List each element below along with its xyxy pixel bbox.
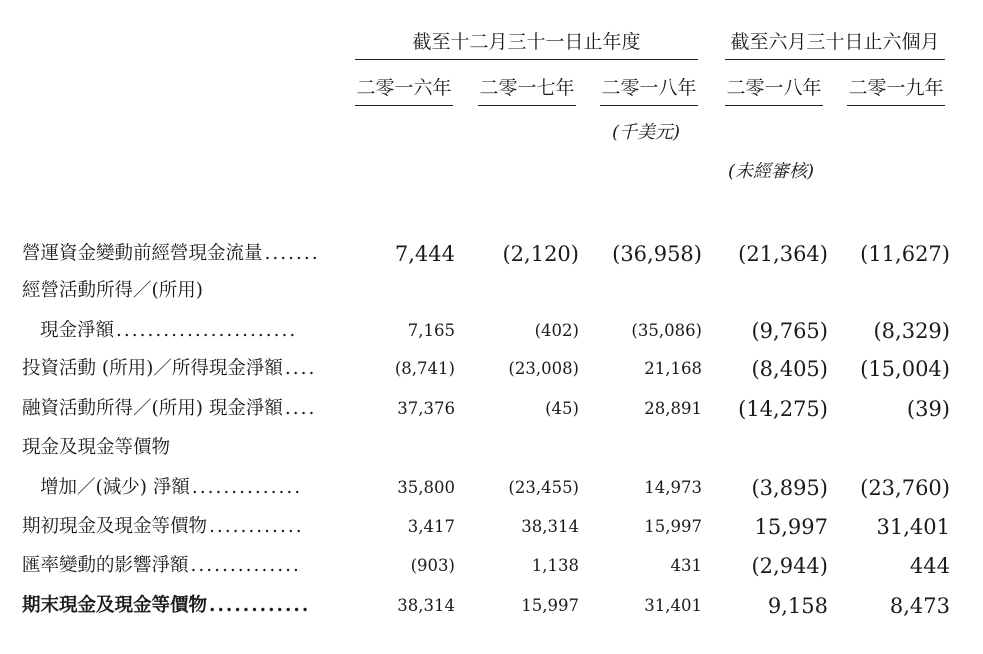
row-label: 營運資金變動前經營現金流量 ....... <box>22 243 320 264</box>
value-2018: 28,891 <box>644 399 702 418</box>
value-2019-h1: (8,329) <box>873 319 950 343</box>
six-month-period-header: 截至六月三十日止六個月 <box>725 30 945 60</box>
table-row <box>0 235 983 273</box>
value-2017: 1,138 <box>531 556 579 575</box>
value-2016: 7,444 <box>394 242 455 266</box>
row-label: 投資活動 (所用)／所得現金淨額 .... <box>22 358 317 379</box>
value-2019-h1: (39) <box>906 397 950 421</box>
value-2017: (23,008) <box>508 359 579 378</box>
value-2016: 38,314 <box>397 596 455 615</box>
unit-note: (千美元) <box>612 122 681 143</box>
value-2019-h1: (23,760) <box>860 476 950 500</box>
value-2019-h1: (11,627) <box>860 242 950 266</box>
row-label: 增加／(減少) 淨額 .............. <box>40 477 303 498</box>
column-header-2019-h1: 二零一九年 <box>847 76 945 106</box>
value-2019-h1: 444 <box>909 554 950 578</box>
value-2018: 31,401 <box>644 596 702 615</box>
value-2018-h1: (9,765) <box>751 319 828 343</box>
value-2019-h1: 8,473 <box>889 594 950 618</box>
value-2019-h1: 31,401 <box>876 515 950 539</box>
value-2016: (8,741) <box>394 359 455 378</box>
table-row <box>0 429 983 467</box>
value-2018: (35,086) <box>631 321 702 340</box>
value-2019-h1: (15,004) <box>860 357 950 381</box>
value-2018-h1: (14,275) <box>738 397 828 421</box>
value-2016: 3,417 <box>407 517 455 536</box>
table-row <box>0 350 983 388</box>
value-2018: 14,973 <box>644 478 702 497</box>
value-2018: (36,958) <box>612 242 702 266</box>
value-2017: (402) <box>534 321 579 340</box>
row-label: 融資活動所得／(所用) 現金淨額 .... <box>22 398 317 419</box>
row-label: 現金淨額 ....................... <box>40 320 298 341</box>
table-row <box>0 390 983 428</box>
unaudited-note: (未經審核) <box>728 161 815 182</box>
row-label: 期初現金及現金等價物 ............ <box>22 516 304 537</box>
row-label: 現金及現金等價物 <box>22 437 171 458</box>
value-2018: 431 <box>670 556 702 575</box>
table-row <box>0 587 983 625</box>
value-2017: 38,314 <box>521 517 579 536</box>
value-2016: 35,800 <box>397 478 455 497</box>
table-row <box>0 312 983 350</box>
value-2018-h1: (2,944) <box>751 554 828 578</box>
value-2016: (903) <box>410 556 455 575</box>
value-2018-h1: (3,895) <box>751 476 828 500</box>
value-2017: 15,997 <box>521 596 579 615</box>
column-header-2018-h1: 二零一八年 <box>725 76 823 106</box>
annual-period-header: 截至十二月三十一日止年度 <box>355 30 698 60</box>
row-label: 匯率變動的影響淨額 .............. <box>22 555 301 576</box>
value-2017: (45) <box>545 399 579 418</box>
value-2018: 21,168 <box>644 359 702 378</box>
table-row <box>0 547 983 585</box>
row-label: 經營活動所得／(所用) <box>22 280 203 301</box>
table-row <box>0 508 983 546</box>
value-2018-h1: (21,364) <box>738 242 828 266</box>
value-2017: (2,120) <box>502 242 579 266</box>
column-header-2017: 二零一七年 <box>478 76 576 106</box>
value-2018-h1: 9,158 <box>767 594 828 618</box>
value-2016: 7,165 <box>407 321 455 340</box>
column-header-2016: 二零一六年 <box>355 76 453 106</box>
value-2016: 37,376 <box>397 399 455 418</box>
row-label: 期末現金及現金等價物 ............ <box>22 595 311 616</box>
table-row <box>0 469 983 507</box>
column-header-2018: 二零一八年 <box>600 76 698 106</box>
table-row <box>0 272 983 310</box>
value-2018: 15,997 <box>644 517 702 536</box>
value-2017: (23,455) <box>508 478 579 497</box>
value-2018-h1: 15,997 <box>754 515 828 539</box>
value-2018-h1: (8,405) <box>751 357 828 381</box>
